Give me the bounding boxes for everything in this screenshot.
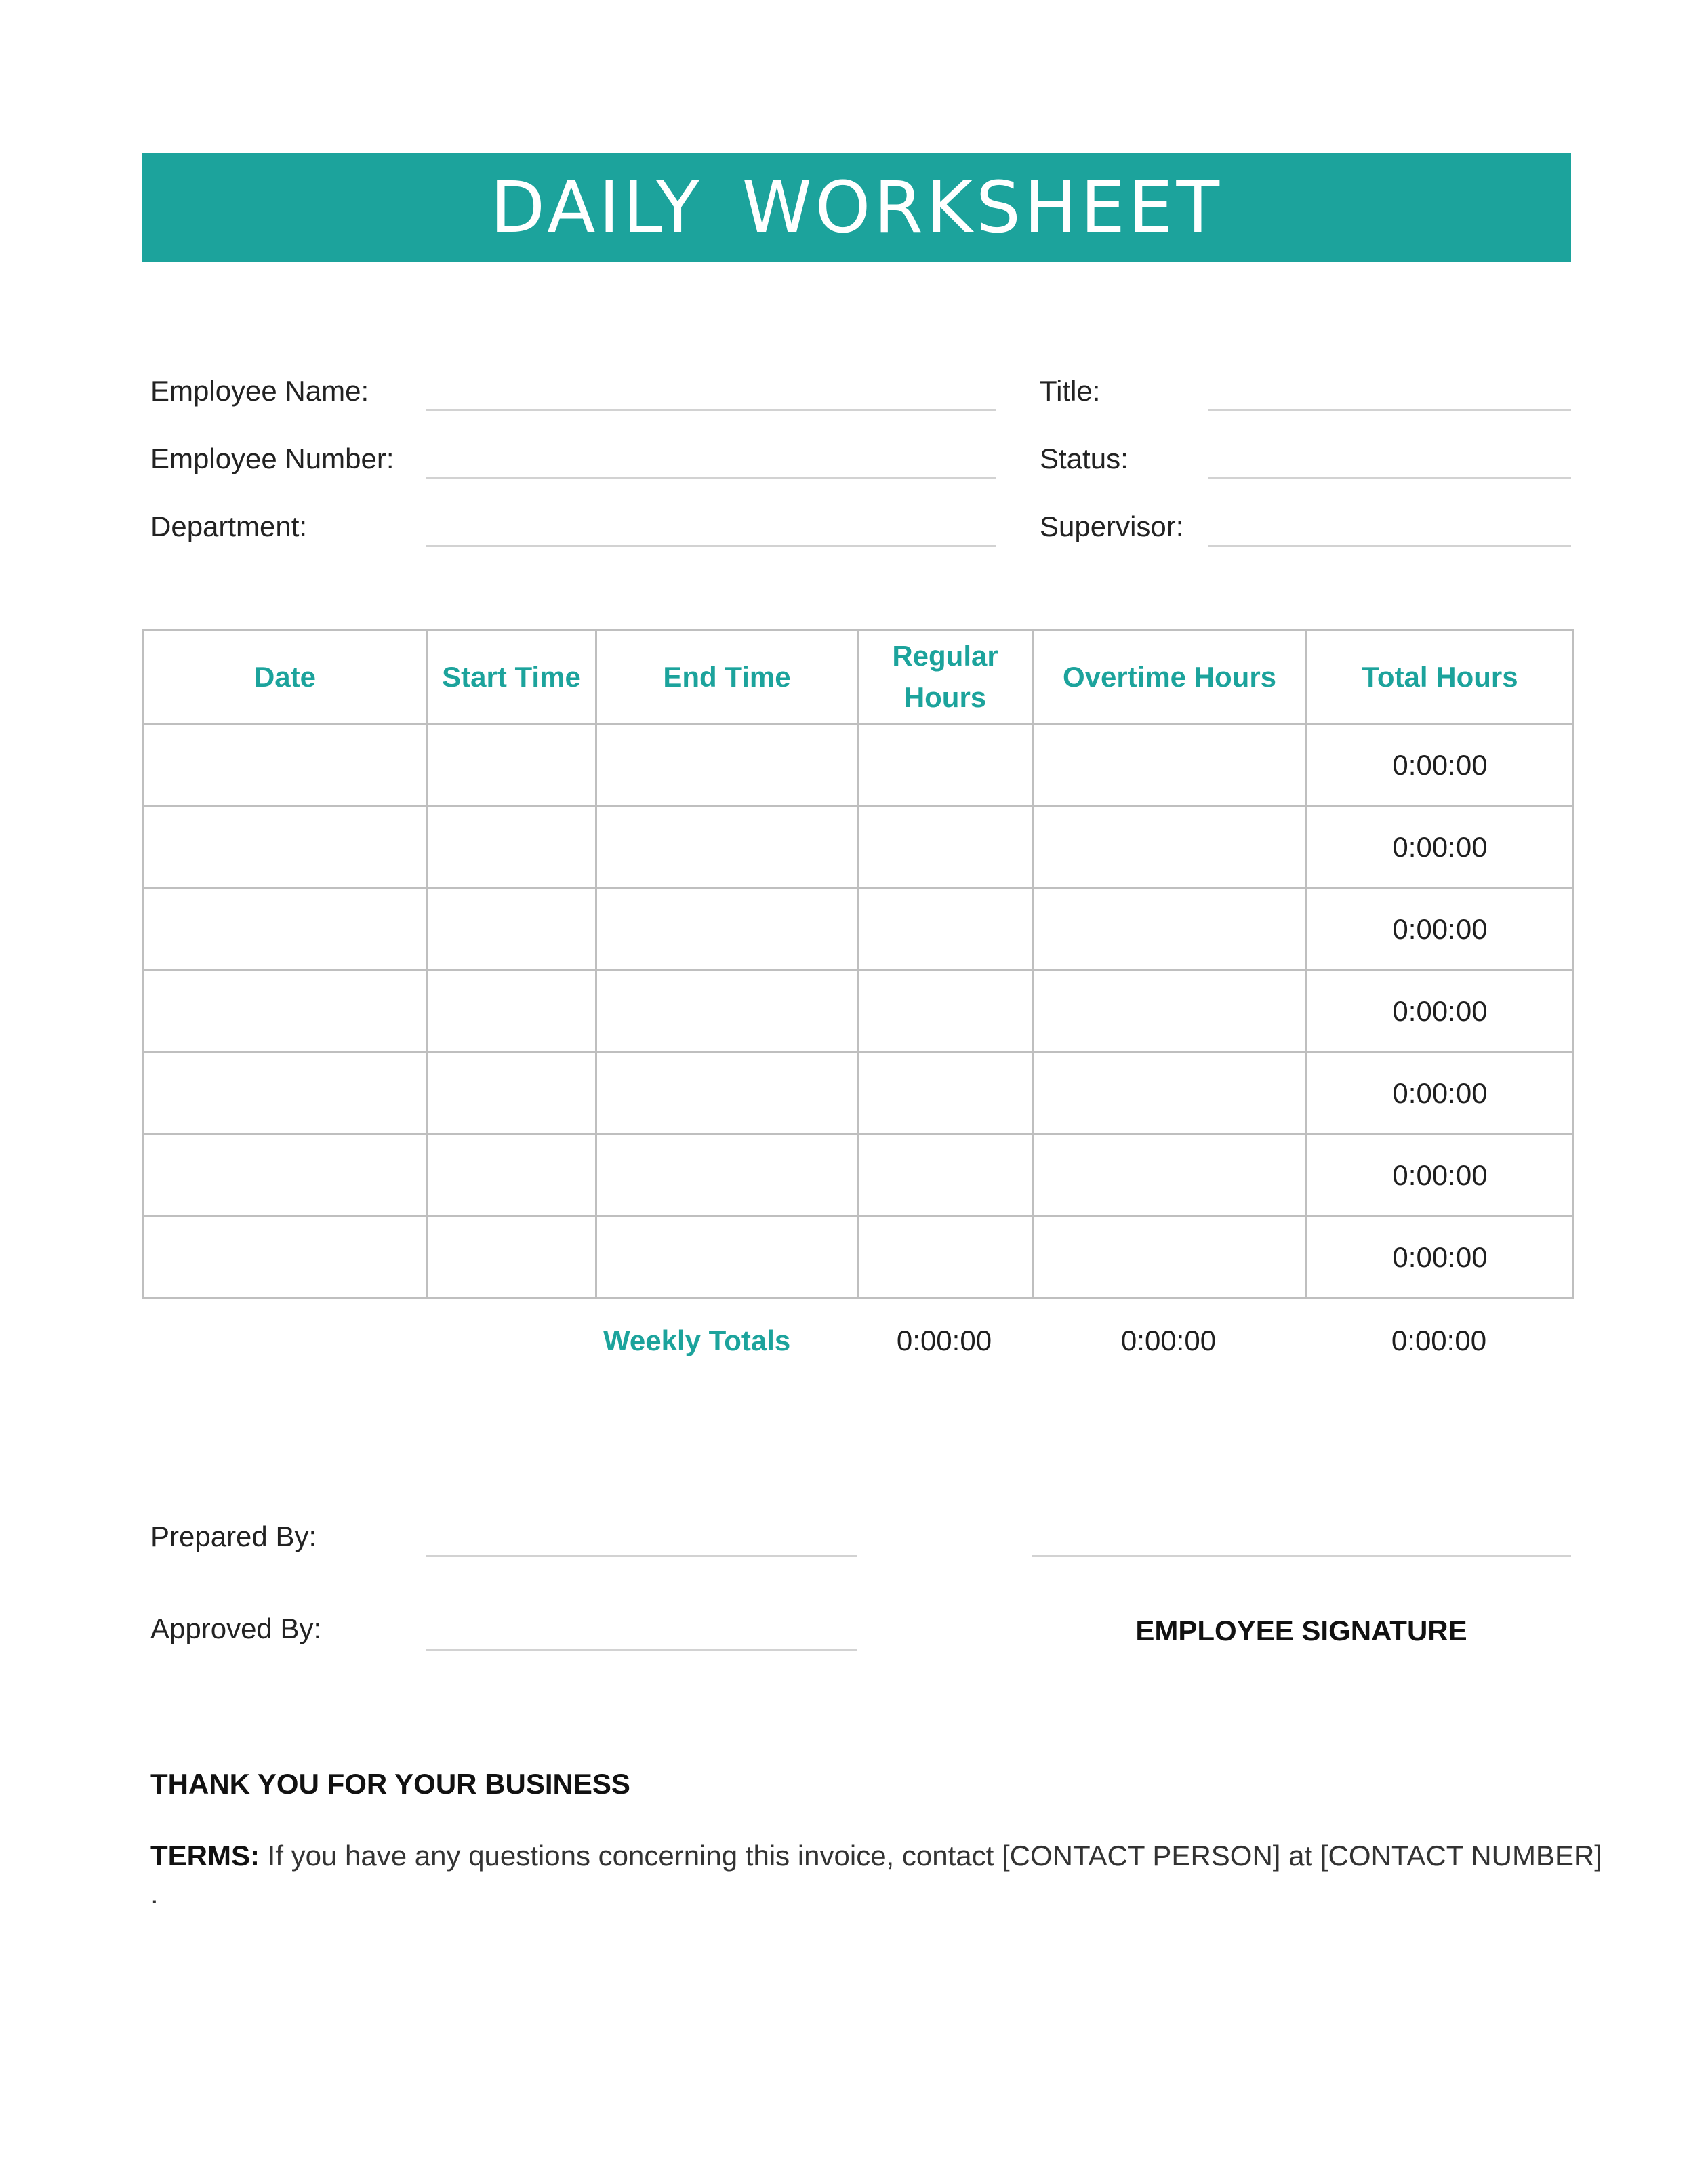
employee-name-field[interactable] xyxy=(426,409,996,411)
end-time-cell[interactable] xyxy=(596,1217,858,1299)
header-date: Date xyxy=(144,630,427,725)
total-hours-cell: 0:00:00 xyxy=(1307,889,1574,971)
employee-signature-field[interactable] xyxy=(1032,1555,1571,1557)
start-time-cell[interactable] xyxy=(427,1053,596,1135)
total-hours-cell: 0:00:00 xyxy=(1307,725,1574,807)
supervisor-field[interactable] xyxy=(1208,545,1571,547)
table-row xyxy=(144,1053,1574,1135)
total-hours-cell: 0:00:00 xyxy=(1307,807,1574,889)
end-time-cell[interactable] xyxy=(596,1135,858,1217)
date-cell[interactable] xyxy=(144,889,427,971)
end-time-cell[interactable] xyxy=(596,725,858,807)
table-row xyxy=(144,971,1574,1053)
weekly-totals-label: Weekly Totals xyxy=(603,1325,791,1356)
employee-name-label: Employee Name: xyxy=(150,375,369,407)
weekly-regular-total: 0:00:00 xyxy=(896,1325,992,1356)
date-cell[interactable] xyxy=(144,807,427,889)
terms-label: TERMS: xyxy=(150,1840,260,1872)
employee-number-label: Employee Number: xyxy=(150,443,394,474)
header-regular-hours xyxy=(858,630,1033,725)
regular-hours-cell[interactable] xyxy=(858,807,1033,889)
department-field[interactable] xyxy=(426,545,996,547)
approved-by-label: Approved By: xyxy=(150,1613,322,1644)
date-cell[interactable] xyxy=(144,1053,427,1135)
status-field[interactable] xyxy=(1208,477,1571,479)
employee-number-field[interactable] xyxy=(426,477,996,479)
total-hours-cell: 0:00:00 xyxy=(1307,1217,1574,1299)
end-time-cell[interactable] xyxy=(596,1053,858,1135)
date-cell[interactable] xyxy=(144,971,427,1053)
header-start-time: Start Time xyxy=(427,630,596,725)
table-row xyxy=(144,807,1574,889)
table-row xyxy=(144,725,1574,807)
start-time-cell[interactable] xyxy=(427,889,596,971)
date-cell[interactable] xyxy=(144,1217,427,1299)
terms-body: If you have any questions concerning this invoice, contact [CONTACT PERSON] at [CONTACT NUMBER] xyxy=(260,1840,1602,1872)
status-label: Status: xyxy=(1040,443,1128,474)
table-header-row xyxy=(144,630,1574,725)
header-regular-hours-text: Regular Hours xyxy=(892,640,998,713)
end-time-cell[interactable] xyxy=(596,971,858,1053)
overtime-hours-cell[interactable] xyxy=(1033,1217,1307,1299)
page-title: DAILY WORKSHEET xyxy=(142,153,1571,262)
start-time-cell[interactable] xyxy=(427,1217,596,1299)
table-row xyxy=(144,1135,1574,1217)
hours-table xyxy=(142,629,1574,1299)
start-time-cell[interactable] xyxy=(427,725,596,807)
header-total-hours: Total Hours xyxy=(1307,630,1574,725)
regular-hours-cell[interactable] xyxy=(858,889,1033,971)
regular-hours-cell[interactable] xyxy=(858,1135,1033,1217)
date-cell[interactable] xyxy=(144,1135,427,1217)
end-time-cell[interactable] xyxy=(596,807,858,889)
table-row xyxy=(144,889,1574,971)
prepared-by-field[interactable] xyxy=(426,1555,857,1557)
regular-hours-cell[interactable] xyxy=(858,1217,1033,1299)
regular-hours-cell[interactable] xyxy=(858,971,1033,1053)
thank-you-text: THANK YOU FOR YOUR BUSINESS xyxy=(150,1768,630,1800)
start-time-cell[interactable] xyxy=(427,1135,596,1217)
title-label: Title: xyxy=(1040,375,1101,407)
overtime-hours-cell[interactable] xyxy=(1033,725,1307,807)
regular-hours-cell[interactable] xyxy=(858,1053,1033,1135)
overtime-hours-cell[interactable] xyxy=(1033,889,1307,971)
weekly-overtime-total: 0:00:00 xyxy=(1120,1325,1217,1356)
supervisor-label: Supervisor: xyxy=(1040,510,1184,542)
regular-hours-cell[interactable] xyxy=(858,725,1033,807)
total-hours-cell: 0:00:00 xyxy=(1307,1135,1574,1217)
table-row xyxy=(144,1217,1574,1299)
header-overtime-hours: Overtime Hours xyxy=(1033,630,1307,725)
total-hours-cell: 0:00:00 xyxy=(1307,971,1574,1053)
department-label: Department: xyxy=(150,510,308,542)
terms-trailing-dot: . xyxy=(150,1878,159,1910)
overtime-hours-cell[interactable] xyxy=(1033,807,1307,889)
prepared-by-label: Prepared By: xyxy=(150,1520,317,1552)
title-field[interactable] xyxy=(1208,409,1571,411)
overtime-hours-cell[interactable] xyxy=(1033,1135,1307,1217)
employee-signature-label: EMPLOYEE SIGNATURE xyxy=(1135,1615,1467,1647)
header-end-time: End Time xyxy=(596,630,858,725)
weekly-grand-total: 0:00:00 xyxy=(1391,1325,1487,1356)
start-time-cell[interactable] xyxy=(427,971,596,1053)
overtime-hours-cell[interactable] xyxy=(1033,971,1307,1053)
overtime-hours-cell[interactable] xyxy=(1033,1053,1307,1135)
approved-by-field[interactable] xyxy=(426,1649,857,1651)
date-cell[interactable] xyxy=(144,725,427,807)
total-hours-cell: 0:00:00 xyxy=(1307,1053,1574,1135)
start-time-cell[interactable] xyxy=(427,807,596,889)
end-time-cell[interactable] xyxy=(596,889,858,971)
terms-text xyxy=(150,1840,1602,1872)
